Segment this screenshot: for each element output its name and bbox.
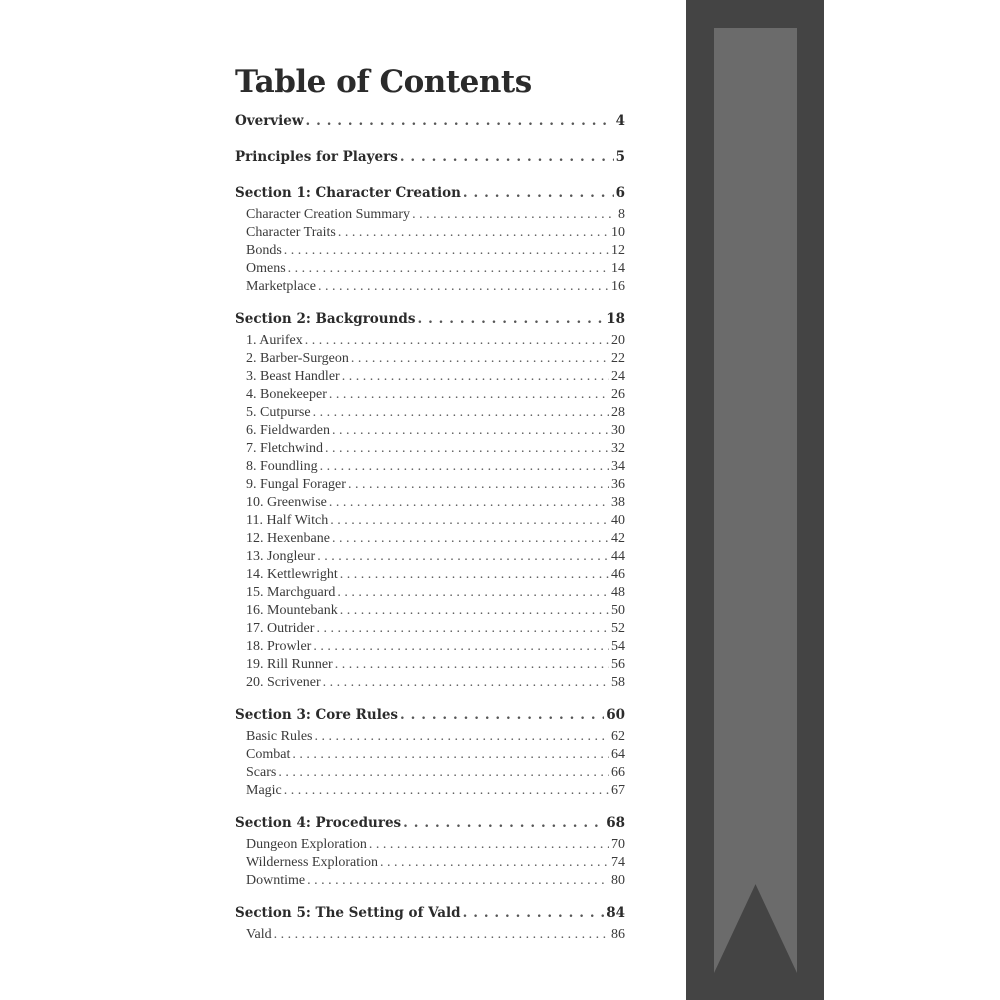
toc-entry-page-number: 20 (611, 333, 625, 348)
toc-entry[interactable] (235, 242, 625, 260)
dot-leader (329, 386, 609, 404)
toc-section-heading-page-number: 6 (615, 185, 625, 201)
toc-entry[interactable] (235, 458, 625, 476)
toc-entry-label: 3. Beast Handler (246, 369, 340, 384)
toc-entry-label: Character Traits (246, 225, 336, 240)
toc-entry-page-number: 86 (611, 927, 625, 942)
toc-entry-label: 20. Scrivener (246, 675, 321, 690)
toc-entry[interactable] (235, 494, 625, 512)
toc-entry[interactable] (235, 728, 625, 746)
table-of-contents (235, 60, 625, 944)
dot-leader (400, 144, 614, 170)
toc-section-heading-label: Section 5: The Setting of Vald (235, 905, 461, 921)
dot-leader (278, 764, 609, 782)
toc-entry[interactable] (235, 926, 625, 944)
toc-entry[interactable] (235, 332, 625, 350)
toc-section-heading-page-number: 5 (615, 149, 625, 165)
toc-entry-page-number: 10 (611, 225, 625, 240)
toc-entry[interactable] (235, 530, 625, 548)
toc-section-heading-page-number: 68 (606, 815, 625, 831)
dot-leader (342, 368, 609, 386)
toc-section (235, 108, 625, 134)
toc-entry[interactable] (235, 422, 625, 440)
toc-entry-label: Bonds (246, 243, 282, 258)
toc-entry[interactable] (235, 350, 625, 368)
toc-entry-label: 2. Barber-Surgeon (246, 351, 349, 366)
dot-leader (313, 404, 609, 422)
dot-leader (323, 674, 609, 692)
toc-entry[interactable] (235, 854, 625, 872)
toc-entry[interactable] (235, 746, 625, 764)
toc-entry-page-number: 8 (618, 207, 625, 222)
toc-section-heading[interactable] (235, 900, 625, 926)
dot-leader (340, 602, 609, 620)
toc-entry-label: 13. Jongleur (246, 549, 316, 564)
dot-leader (400, 702, 604, 728)
toc-section (235, 180, 625, 296)
toc-entry-page-number: 14 (611, 261, 625, 276)
toc-entry-page-number: 70 (611, 837, 625, 852)
toc-entry[interactable] (235, 638, 625, 656)
toc-section-heading[interactable] (235, 144, 625, 170)
toc-entry[interactable] (235, 368, 625, 386)
toc-section-heading-label: Section 4: Procedures (235, 815, 402, 831)
dot-leader (316, 620, 609, 638)
toc-entry-label: 19. Rill Runner (246, 657, 333, 672)
toc-entry-page-number: 24 (611, 369, 625, 384)
toc-entry[interactable] (235, 782, 625, 800)
toc-entry-label: 10. Greenwise (246, 495, 327, 510)
toc-entry-label: 7. Fletchwind (246, 441, 323, 456)
dot-leader (288, 260, 609, 278)
toc-entry-page-number: 50 (611, 603, 625, 618)
toc-entry[interactable] (235, 656, 625, 674)
toc-entry-label: 14. Kettlewright (246, 567, 338, 582)
toc-body (235, 108, 625, 944)
toc-entry-page-number: 40 (611, 513, 625, 528)
page-title: Table of Contents (235, 64, 532, 100)
toc-entry[interactable] (235, 620, 625, 638)
dot-leader (330, 512, 609, 530)
toc-entry-page-number: 56 (611, 657, 625, 672)
toc-entry-label: Basic Rules (246, 729, 313, 744)
toc-entry[interactable] (235, 548, 625, 566)
dot-leader (320, 458, 609, 476)
toc-entry-label: 15. Marchguard (246, 585, 336, 600)
toc-section-heading[interactable] (235, 702, 625, 728)
toc-entry-page-number: 26 (611, 387, 625, 402)
toc-entry[interactable] (235, 566, 625, 584)
dot-leader (338, 224, 609, 242)
toc-section-heading-label: Section 3: Core Rules (235, 707, 399, 723)
toc-entry[interactable] (235, 764, 625, 782)
dot-leader (332, 422, 609, 440)
toc-entry[interactable] (235, 206, 625, 224)
dot-leader (351, 350, 609, 368)
toc-entry-label: Wilderness Exploration (246, 855, 379, 870)
toc-entry-page-number: 12 (611, 243, 625, 258)
toc-entry-label: Omens (246, 261, 286, 276)
toc-section (235, 702, 625, 800)
toc-entry[interactable] (235, 260, 625, 278)
toc-entry-label: 11. Half Witch (246, 513, 329, 528)
toc-entry-label: Dungeon Exploration (246, 837, 367, 852)
toc-entry[interactable] (235, 584, 625, 602)
toc-entry-page-number: 48 (611, 585, 625, 600)
toc-entry-page-number: 52 (611, 621, 625, 636)
toc-entry-page-number: 80 (611, 873, 625, 888)
toc-section-heading-label: Principles for Players (235, 149, 398, 165)
toc-entry-page-number: 67 (611, 783, 625, 798)
toc-entry[interactable] (235, 674, 625, 692)
dot-leader (317, 548, 609, 566)
dot-leader (284, 242, 609, 260)
dot-leader (403, 810, 604, 836)
toc-entry[interactable] (235, 836, 625, 854)
toc-entry-label: 8. Foundling (246, 459, 318, 474)
dot-leader (306, 108, 614, 134)
toc-entry-page-number: 28 (611, 405, 625, 420)
dot-leader (332, 530, 609, 548)
toc-entry-page-number: 58 (611, 675, 625, 690)
dot-leader (335, 656, 609, 674)
toc-entry-page-number: 38 (611, 495, 625, 510)
toc-section-heading-label: Overview (235, 113, 304, 129)
toc-entry-label: 18. Prowler (246, 639, 312, 654)
toc-entry-page-number: 64 (611, 747, 625, 762)
bookmark-ribbon-icon (714, 28, 797, 973)
toc-entry[interactable] (235, 476, 625, 494)
toc-section-heading-page-number: 18 (606, 311, 625, 327)
toc-entry[interactable] (235, 278, 625, 296)
toc-entry-page-number: 36 (611, 477, 625, 492)
dot-leader (340, 566, 609, 584)
toc-entry[interactable] (235, 872, 625, 890)
toc-entry-label: Character Creation Summary (246, 207, 411, 222)
toc-section-heading[interactable] (235, 306, 625, 332)
toc-entry-page-number: 42 (611, 531, 625, 546)
toc-entry-label: Vald (246, 927, 272, 942)
toc-entry-label: Scars (246, 765, 277, 780)
toc-entry-page-number: 66 (611, 765, 625, 780)
dot-leader (329, 494, 609, 512)
toc-entry-label: 9. Fungal Forager (246, 477, 346, 492)
dot-leader (417, 306, 604, 332)
dot-leader (274, 926, 609, 944)
toc-section-heading-page-number: 4 (615, 113, 625, 129)
dot-leader (313, 638, 609, 656)
toc-entry-page-number: 32 (611, 441, 625, 456)
toc-entry-page-number: 44 (611, 549, 625, 564)
toc-entry-page-number: 46 (611, 567, 625, 582)
toc-entry[interactable] (235, 386, 625, 404)
toc-entry[interactable] (235, 512, 625, 530)
toc-section (235, 306, 625, 692)
dot-leader (284, 782, 609, 800)
toc-entry-label: Marketplace (246, 279, 316, 294)
toc-entry[interactable] (235, 224, 625, 242)
dot-leader (463, 180, 614, 206)
dot-leader (305, 332, 609, 350)
toc-entry-page-number: 22 (611, 351, 625, 366)
dot-leader (315, 728, 610, 746)
dot-leader (412, 206, 616, 224)
toc-section (235, 144, 625, 170)
toc-section-heading-label: Section 1: Character Creation (235, 185, 461, 201)
dot-leader (307, 872, 609, 890)
toc-entry[interactable] (235, 602, 625, 620)
toc-entry-label: 17. Outrider (246, 621, 315, 636)
toc-entry-label: 6. Fieldwarden (246, 423, 330, 438)
toc-entry-label: Combat (246, 747, 291, 762)
dot-leader (463, 900, 605, 926)
toc-entry-label: 5. Cutpurse (246, 405, 311, 420)
dot-leader (337, 584, 609, 602)
toc-entry-page-number: 62 (611, 729, 625, 744)
toc-section-heading-page-number: 84 (606, 905, 625, 921)
toc-entry-label: Downtime (246, 873, 306, 888)
toc-entry-label: 16. Mountebank (246, 603, 338, 618)
toc-entry-label: 1. Aurifex (246, 333, 303, 348)
dot-leader (325, 440, 609, 458)
toc-section-heading-label: Section 2: Backgrounds (235, 311, 416, 327)
dot-leader (318, 278, 609, 296)
toc-entry-page-number: 30 (611, 423, 625, 438)
toc-entry-page-number: 34 (611, 459, 625, 474)
toc-entry-page-number: 74 (611, 855, 625, 870)
toc-section (235, 810, 625, 890)
toc-entry-label: 12. Hexenbane (246, 531, 330, 546)
toc-entry-page-number: 54 (611, 639, 625, 654)
toc-section-heading-page-number: 60 (606, 707, 625, 723)
dot-leader (292, 746, 609, 764)
toc-section-heading[interactable] (235, 108, 625, 134)
dot-leader (348, 476, 609, 494)
toc-entry[interactable] (235, 440, 625, 458)
toc-section-heading[interactable] (235, 180, 625, 206)
toc-section-heading[interactable] (235, 810, 625, 836)
toc-entry[interactable] (235, 404, 625, 422)
dot-leader (369, 836, 609, 854)
toc-entry-label: Magic (246, 783, 282, 798)
toc-section (235, 900, 625, 944)
toc-entry-label: 4. Bonekeeper (246, 387, 327, 402)
toc-entry-page-number: 16 (611, 279, 625, 294)
dot-leader (380, 854, 609, 872)
